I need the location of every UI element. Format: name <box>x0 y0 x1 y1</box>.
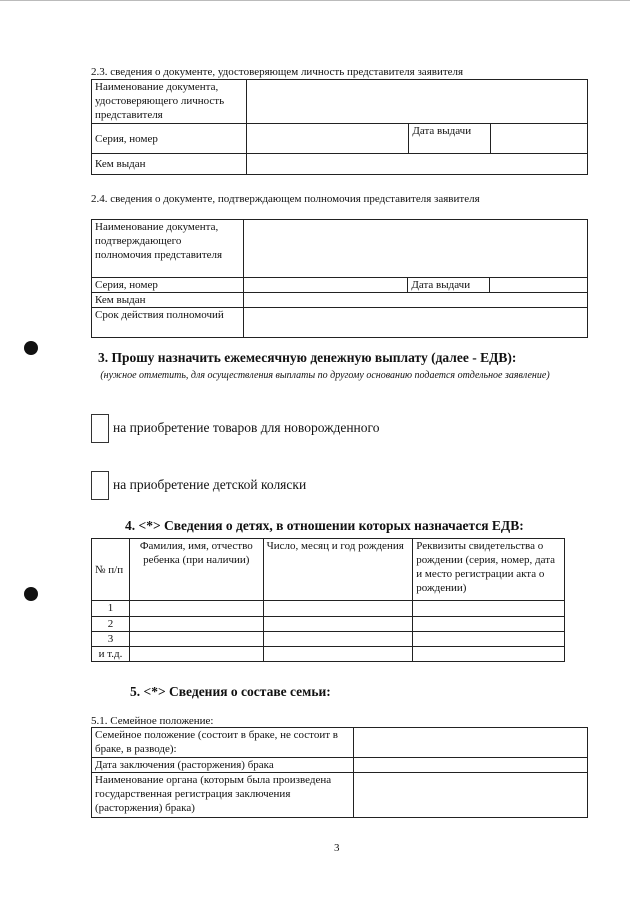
family-status-field[interactable] <box>353 728 587 758</box>
auth-doc-name-field[interactable] <box>243 220 587 278</box>
table-row <box>92 632 565 647</box>
col-number-header: № п/п <box>92 539 130 601</box>
child-name-cell[interactable] <box>129 601 263 617</box>
child-certificate-cell[interactable] <box>413 632 565 647</box>
auth-issue-date-label: Дата выдачи <box>408 278 490 293</box>
children-table <box>91 538 565 662</box>
stroller-label: на приобретение детской коляски <box>113 477 307 492</box>
marriage-date-field[interactable] <box>353 758 587 773</box>
child-certificate-cell[interactable] <box>413 617 565 632</box>
child-certificate-cell[interactable] <box>413 647 565 662</box>
auth-issued-by-label: Кем выдан <box>92 293 244 308</box>
issued-by-field[interactable] <box>246 154 587 175</box>
doc-name-label: Наименование документа, удостоверяющего личность представителя <box>92 80 247 124</box>
child-name-cell[interactable] <box>129 647 263 662</box>
section-2-4-table <box>91 219 588 338</box>
child-birthdate-cell[interactable] <box>263 632 413 647</box>
section-4-heading: 4. <*> Сведения о детях, в отношении которых назначается ЕДВ: <box>125 518 524 533</box>
series-field[interactable] <box>246 124 409 154</box>
auth-issued-by-field[interactable] <box>243 293 587 308</box>
family-status-label: Семейное положение (состоит в браке, не состоит в браке, в разводе): <box>92 728 354 758</box>
child-name-cell[interactable] <box>129 617 263 632</box>
family-status-table <box>91 727 588 818</box>
table-row <box>92 601 565 617</box>
section-5-1-subtitle: 5.1. Семейное положение: <box>91 715 214 727</box>
auth-series-field[interactable] <box>243 278 408 293</box>
registry-org-field[interactable] <box>353 773 587 818</box>
section-3-note: (нужное отметить, для осуществления выплаты по другому основанию подается отдельное заявление) <box>100 370 550 381</box>
section-2-4-title: 2.4. сведения о документе, подтверждающем полномочия представителя заявителя <box>91 193 480 205</box>
auth-validity-field[interactable] <box>243 308 587 338</box>
row-number: 3 <box>92 632 130 647</box>
row-number: и т.д. <box>92 647 130 662</box>
binder-hole-bottom <box>24 587 38 601</box>
section-2-3-table <box>91 79 588 175</box>
row-number: 1 <box>92 601 130 617</box>
section-2-3-title: 2.3. сведения о документе, удостоверяющем личность представителя заявителя <box>91 66 464 78</box>
issue-date-label: Дата выдачи <box>409 124 491 154</box>
child-birthdate-cell[interactable] <box>263 601 413 617</box>
table-row <box>92 617 565 632</box>
section-3-heading: 3. Прошу назначить ежемесячную денежную выплату (далее - ЕДВ): <box>98 350 517 365</box>
newborn-goods-checkbox[interactable] <box>91 414 109 443</box>
col-certificate-header: Реквизиты свидетельства о рождении (серия, номер, дата и место регистрации акта о рождении) <box>413 539 565 601</box>
registry-org-label: Наименование органа (которым была произведена государственная регистрация заключения (расторжения) брака) <box>92 773 354 818</box>
section-5-heading: 5. <*> Сведения о составе семьи: <box>130 684 331 699</box>
series-label: Серия, номер <box>92 124 247 154</box>
child-certificate-cell[interactable] <box>413 601 565 617</box>
page-number: 3 <box>334 842 340 854</box>
child-birthdate-cell[interactable] <box>263 647 413 662</box>
auth-doc-name-label: Наименование документа, подтверждающего полномочия представителя <box>92 220 244 278</box>
child-birthdate-cell[interactable] <box>263 617 413 632</box>
issue-date-field[interactable] <box>491 124 588 154</box>
auth-validity-label: Срок действия полномочий <box>92 308 244 338</box>
binder-hole-top <box>24 341 38 355</box>
col-birthdate-header: Число, месяц и год рождения <box>263 539 413 601</box>
row-number: 2 <box>92 617 130 632</box>
stroller-checkbox[interactable] <box>91 471 109 500</box>
marriage-date-label: Дата заключения (расторжения) брака <box>92 758 354 773</box>
doc-name-field[interactable] <box>246 80 587 124</box>
table-row <box>92 647 565 662</box>
issued-by-label: Кем выдан <box>92 154 247 175</box>
auth-series-label: Серия, номер <box>92 278 244 293</box>
top-scan-rule <box>0 0 630 1</box>
child-name-cell[interactable] <box>129 632 263 647</box>
auth-issue-date-field[interactable] <box>490 278 588 293</box>
newborn-goods-label: на приобретение товаров для новорожденного <box>113 420 380 435</box>
col-name-header: Фамилия, имя, отчество ребенка (при наличии) <box>129 539 263 601</box>
